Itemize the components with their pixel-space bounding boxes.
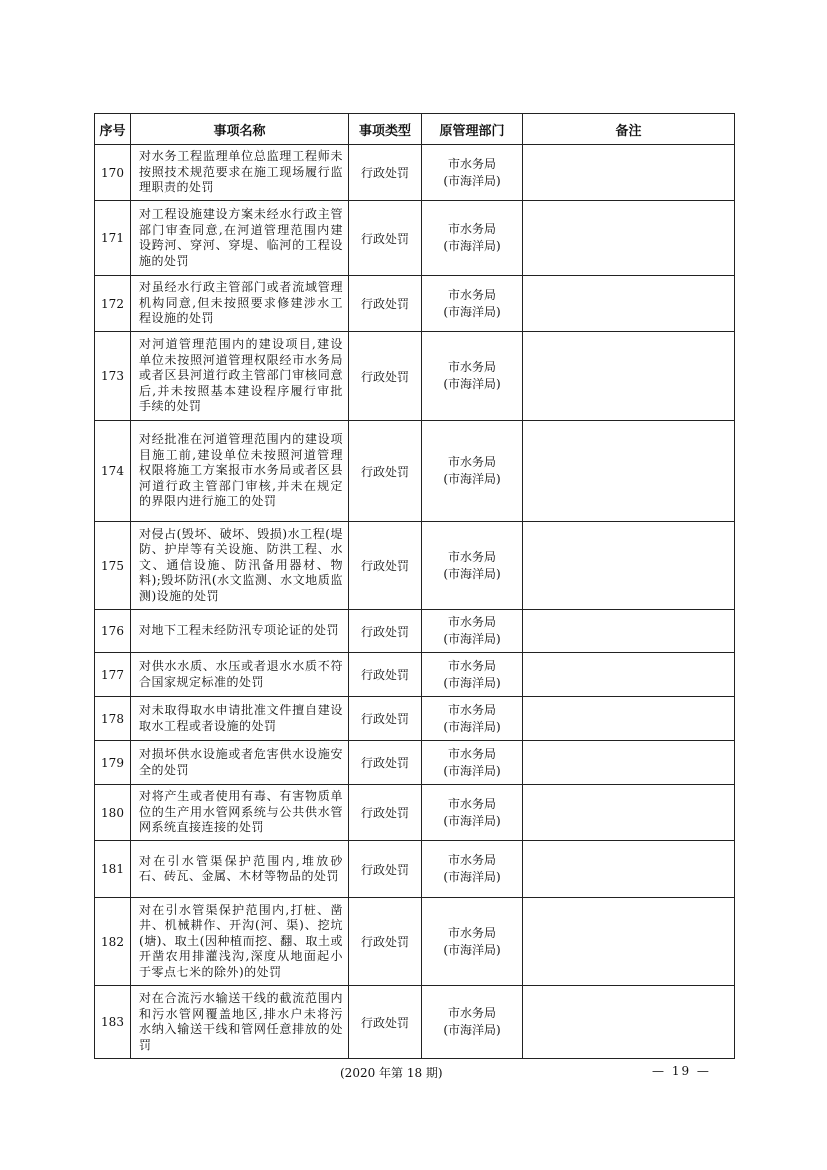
row-no: 170 — [95, 145, 131, 201]
row-dept-name: 市水务局 — [447, 222, 496, 236]
row-dept — [422, 898, 523, 986]
row-dept-name: 市水务局 — [447, 455, 496, 469]
row-dept-sub: (市海洋局) — [443, 763, 501, 778]
row-dept-sub: (市海洋局) — [443, 304, 501, 319]
table-header-row — [95, 114, 735, 145]
matters-table — [94, 113, 735, 1059]
footer-issue: (2020 年第 18 期) — [340, 1066, 443, 1080]
row-dept-name: 市水务局 — [447, 925, 496, 940]
row-dept — [422, 421, 523, 522]
row-dept-sub: (市海洋局) — [443, 870, 501, 884]
table-row — [95, 145, 735, 201]
row-no: 178 — [95, 697, 131, 741]
row-name: 对在引水管渠保护范围内,打桩、凿井、机械耕作、开沟(河、渠)、挖坑(塘)、取土(因种植而挖、翻、取土或开凿农用排灌浅沟,深度从地面起小于零点七米的除外)的处罚 — [131, 898, 349, 986]
row-dept-name: 市水务局 — [447, 796, 496, 811]
row-name: 对未取得取水申请批准文件擅自建设取水工程或者设施的处罚 — [131, 697, 349, 741]
row-name: 对侵占(毁坏、破坏、毁损)水工程(堤防、护岸等有关设施、防洪工程、水文、通信设施、防汛备用器材、物料);毁坏防汛(水文监测、水文地质监测)设施的处罚 — [131, 522, 349, 610]
row-note — [523, 610, 735, 653]
row-type: 行政处罚 — [349, 421, 422, 522]
table-row — [95, 785, 735, 841]
row-type: 行政处罚 — [349, 986, 422, 1059]
row-note — [523, 841, 735, 898]
row-dept — [422, 201, 523, 276]
row-note — [523, 741, 735, 785]
row-dept — [422, 276, 523, 332]
row-type: 行政处罚 — [349, 898, 422, 986]
row-dept-sub: (市海洋局) — [443, 377, 501, 391]
row-dept — [422, 332, 523, 421]
row-name: 对地下工程未经防汛专项论证的处罚 — [131, 610, 349, 653]
row-name: 对供水水质、水压或者退水水质不符合国家规定标准的处罚 — [131, 653, 349, 697]
row-note — [523, 276, 735, 332]
row-no: 179 — [95, 741, 131, 785]
header-name: 事项名称 — [131, 114, 349, 145]
row-dept — [422, 785, 523, 841]
row-dept-name: 市水务局 — [447, 287, 496, 302]
table-row — [95, 697, 735, 741]
row-name: 对经批准在河道管理范围内的建设项目施工前,建设单位未按照河道管理权限将施工方案报市水务局或者区县河道行政主管部门审核,并未在规定的界限内进行施工的处罚 — [131, 421, 349, 522]
row-name: 对将产生或者使用有毒、有害物质单位的生产用水管网系统与公共供水管网系统直接连接的处罚 — [131, 785, 349, 841]
table-row — [95, 201, 735, 276]
row-no: 183 — [95, 986, 131, 1059]
row-no: 171 — [95, 201, 131, 276]
row-name: 对在合流污水输送干线的截流范围内和污水管网覆盖地区,排水户未将污水纳入输送干线和管网任意排放的处罚 — [131, 986, 349, 1059]
row-dept-sub: (市海洋局) — [443, 942, 501, 957]
row-type: 行政处罚 — [349, 785, 422, 841]
row-dept-sub: (市海洋局) — [443, 566, 501, 581]
row-dept-name: 市水务局 — [447, 853, 496, 867]
row-dept-sub: (市海洋局) — [443, 239, 501, 253]
row-dept-sub: (市海洋局) — [443, 632, 501, 646]
row-note — [523, 785, 735, 841]
row-no: 175 — [95, 522, 131, 610]
row-type: 行政处罚 — [349, 145, 422, 201]
header-type: 事项类型 — [349, 114, 422, 145]
row-dept-sub: (市海洋局) — [443, 1023, 501, 1037]
row-name: 对在引水管渠保护范围内,堆放砂石、砖瓦、金属、木材等物品的处罚 — [131, 841, 349, 898]
row-dept-sub: (市海洋局) — [443, 675, 501, 690]
table-row — [95, 741, 735, 785]
table-row — [95, 610, 735, 653]
row-no: 176 — [95, 610, 131, 653]
table-row — [95, 841, 735, 898]
row-no: 181 — [95, 841, 131, 898]
row-type: 行政处罚 — [349, 841, 422, 898]
row-dept — [422, 610, 523, 653]
row-dept-sub: (市海洋局) — [443, 813, 501, 828]
row-dept — [422, 697, 523, 741]
row-dept — [422, 986, 523, 1059]
table-row — [95, 653, 735, 697]
row-dept-name: 市水务局 — [447, 658, 496, 673]
table-row — [95, 332, 735, 421]
row-note — [523, 898, 735, 986]
row-note — [523, 653, 735, 697]
row-type: 行政处罚 — [349, 610, 422, 653]
row-name: 对水务工程监理单位总监理工程师未按照技术规范要求在施工现场履行监理职责的处罚 — [131, 145, 349, 201]
header-no: 序号 — [95, 114, 131, 145]
row-note — [523, 697, 735, 741]
table-row — [95, 898, 735, 986]
row-dept-name: 市水务局 — [447, 615, 496, 629]
row-name: 对虽经水行政主管部门或者流域管理机构同意,但未按照要求修建涉水工程设施的处罚 — [131, 276, 349, 332]
row-dept — [422, 145, 523, 201]
row-note — [523, 986, 735, 1059]
row-name: 对河道管理范围内的建设项目,建设单位未按照河道管理权限经市水务局或者区县河道行政主管部门审核同意后,并未按照基本建设程序履行审批手续的处罚 — [131, 332, 349, 421]
row-dept-name: 市水务局 — [447, 156, 496, 171]
row-note — [523, 145, 735, 201]
table-row — [95, 421, 735, 522]
row-dept-name: 市水务局 — [447, 702, 496, 717]
row-type: 行政处罚 — [349, 653, 422, 697]
row-no: 180 — [95, 785, 131, 841]
row-dept-name: 市水务局 — [447, 746, 496, 761]
row-type: 行政处罚 — [349, 201, 422, 276]
row-no: 177 — [95, 653, 131, 697]
row-dept-sub: (市海洋局) — [443, 472, 501, 486]
row-dept — [422, 841, 523, 898]
row-note — [523, 201, 735, 276]
row-dept — [422, 741, 523, 785]
row-no: 172 — [95, 276, 131, 332]
row-dept-sub: (市海洋局) — [443, 719, 501, 734]
table-body — [95, 145, 735, 1059]
row-type: 行政处罚 — [349, 741, 422, 785]
row-dept — [422, 653, 523, 697]
row-type: 行政处罚 — [349, 332, 422, 421]
row-no: 182 — [95, 898, 131, 986]
row-no: 173 — [95, 332, 131, 421]
row-type: 行政处罚 — [349, 276, 422, 332]
row-note — [523, 522, 735, 610]
row-type: 行政处罚 — [349, 522, 422, 610]
header-dept: 原管理部门 — [422, 114, 523, 145]
row-type: 行政处罚 — [349, 697, 422, 741]
row-dept-name: 市水务局 — [447, 549, 496, 564]
table-row — [95, 986, 735, 1059]
table-row — [95, 276, 735, 332]
row-name: 对损坏供水设施或者危害供水设施安全的处罚 — [131, 741, 349, 785]
row-note — [523, 421, 735, 522]
header-note: 备注 — [523, 114, 735, 145]
row-note — [523, 332, 735, 421]
row-dept-name: 市水务局 — [447, 1006, 496, 1020]
table-row — [95, 522, 735, 610]
row-name: 对工程设施建设方案未经水行政主管部门审查同意,在河道管理范围内建设跨河、穿河、穿堤、临河的工程设施的处罚 — [131, 201, 349, 276]
page-number: — 19 — — [652, 1064, 711, 1078]
row-dept-sub: (市海洋局) — [443, 173, 501, 188]
row-no: 174 — [95, 421, 131, 522]
row-dept — [422, 522, 523, 610]
row-dept-name: 市水务局 — [447, 360, 496, 374]
